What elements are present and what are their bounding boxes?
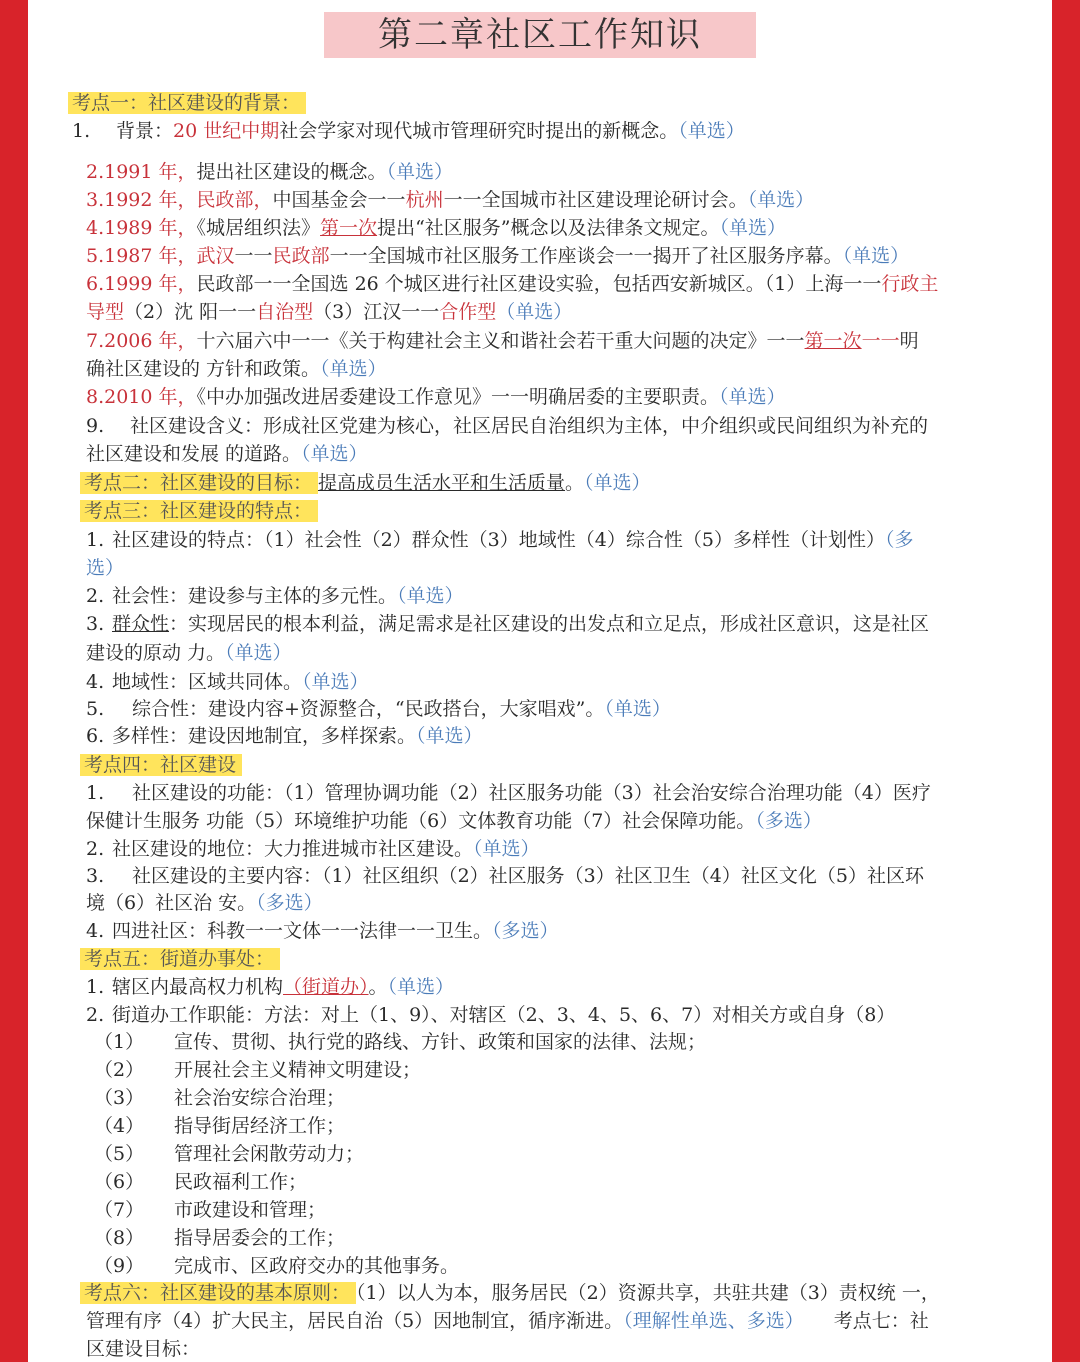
list-item: （3） 社会治安综合治理；: [94, 1087, 346, 1109]
paragraph-line: 确社区建设的 方针和政策。（单选）: [86, 358, 387, 380]
paragraph-line: 7.2006 年，十六届六中一一《关于构建社会主义和谐社会若干重大问题的决定》一一第一次一一明: [86, 330, 919, 352]
paragraph-line: 1. 背景：20 世纪中期社会学家对现代城市管理研究时提出的新概念。（单选）: [72, 120, 745, 142]
item-number: 9.: [86, 415, 105, 437]
paragraph-line: 区建设目标：: [86, 1338, 201, 1360]
paragraph-line: 社区建设和发展 的道路。（单选）: [86, 443, 368, 465]
paragraph-line: 1. 社区建设的特点：（1）社会性（2）群众性（3）地域性（4）综合性（5）多样性（计划性）（多: [86, 529, 914, 551]
paragraph-line: 管理有序（4）扩大民主，居民自治（5）因地制宜，循序渐进。（理解性单选、多选） 考点七：社: [86, 1310, 929, 1332]
document-page: [28, 0, 1052, 1362]
paragraph-line: 3. 社区建设的主要内容：（1）社区组织（2）社区服务（3）社区卫生（4）社区文化（5）社区环: [86, 865, 924, 887]
paragraph-line: 9. 社区建设含义：形成社区党建为核心，社区居民自治组织为主体，中介组织或民间组织为补充的: [86, 415, 929, 437]
paragraph-line: 导型（2）沈 阳一一自治型（3）江汉一一合作型（单选）: [86, 301, 573, 323]
paragraph-line: 4. 四进社区：科教一一文体一一法律一一卫生。（多选）: [86, 920, 559, 942]
paragraph-line: 2. 街道办工作职能：方法：对上（1、9）、对辖区（2、3、4、5、6、7）对相关方或自身（8）: [86, 1004, 896, 1026]
list-item: （4） 指导街居经济工作；: [94, 1115, 346, 1137]
section-heading-3: 考点三：社区建设的特点：: [80, 498, 318, 524]
paragraph-line: 1. 社区建设的功能：（1）管理协调功能（2）社区服务功能（3）社会治安综合治理功能（4）医疗: [86, 782, 931, 804]
paragraph-line: 3. 群众性：实现居民的根本利益，满足需求是社区建设的出发点和立足点，形成社区意识，这是社区: [86, 613, 930, 635]
chapter-title: 第二章社区工作知识: [324, 12, 756, 58]
paragraph-line: 2. 社区建设的地位：大力推进城市社区建设。（单选）: [86, 838, 540, 860]
section-heading-1: [68, 90, 306, 116]
paragraph-line: 5.1987 年，武汉一一民政部一一全国城市社区服务工作座谈会一一揭开了社区服务序幕。（单选）: [86, 245, 910, 267]
list-item: （1） 宣传、贯彻、执行党的路线、方针、政策和国家的法律、法规；: [94, 1031, 707, 1053]
list-item: （2） 开展社会主义精神文明建设；: [94, 1059, 422, 1081]
list-item: （6） 民政福利工作；: [94, 1171, 308, 1193]
paragraph-line: 6. 多样性：建设因地制宜，多样探索。（单选）: [86, 725, 483, 747]
paragraph-line: 2. 社会性：建设参与主体的多元性。（单选）: [86, 585, 464, 607]
paragraph-line: 2.1991 年，提出社区建设的概念。（单选）: [86, 161, 454, 183]
paragraph-line: 4. 地域性：区域共同体。（单选）: [86, 671, 369, 693]
paragraph-line: 1. 辖区内最高权力机构（街道办）。（单选）: [86, 976, 455, 998]
paragraph-line: 6.1999 年，民政部一一全国选 26 个城区进行社区建设实验，包括西安新城区。（1）上海一一行政主: [86, 273, 939, 295]
paragraph-line: 境（6）社区治 安。（多选）: [86, 892, 323, 914]
section-heading-2: 考点二：社区建设的目标： 提高成员生活水平和生活质量。（单选）: [80, 470, 651, 496]
highlight: 考点一：社区建设的背景：: [68, 92, 306, 114]
list-item: （7） 市政建设和管理；: [94, 1199, 327, 1221]
section-heading-5: 考点五：街道办事处：: [80, 946, 280, 972]
paragraph-line: 8.2010 年，《中办加强改进居委建设工作意见》一一明确居委的主要职责。（单选）: [86, 386, 786, 408]
paragraph-line: 5. 综合性：建设内容+资源整合，“民政搭台，大家唱戏”。（单选）: [86, 698, 671, 720]
list-item: （9） 完成市、区政府交办的其他事务。: [94, 1255, 460, 1277]
paragraph-line: 选）: [86, 557, 125, 579]
section-heading-6: 考点六：社区建设的基本原则： （1）以人为本，服务居民（2）资源共享，共驻共建（3）责权统 一，: [80, 1280, 940, 1306]
list-item: （5） 管理社会闲散劳动力；: [94, 1143, 365, 1165]
paragraph-line: 4.1989 年，《城居组织法》第一次提出“社区服务”概念以及法律条文规定。（单选）: [86, 217, 787, 239]
item-number: 1.: [72, 120, 91, 142]
section-heading-4: 考点四：社区建设: [80, 752, 242, 778]
paragraph-line: 保健计生服务 功能（5）环境维护功能（6）文体教育功能（7）社会保障功能。（多选）: [86, 810, 822, 832]
paragraph-line: 建设的原动 力。（单选）: [86, 642, 292, 664]
list-item: （8） 指导居委会的工作；: [94, 1227, 346, 1249]
paragraph-line: 3.1992 年，民政部，中国基金会一一杭州一一全国城市社区建设理论研讨会。（单选）: [86, 189, 815, 211]
